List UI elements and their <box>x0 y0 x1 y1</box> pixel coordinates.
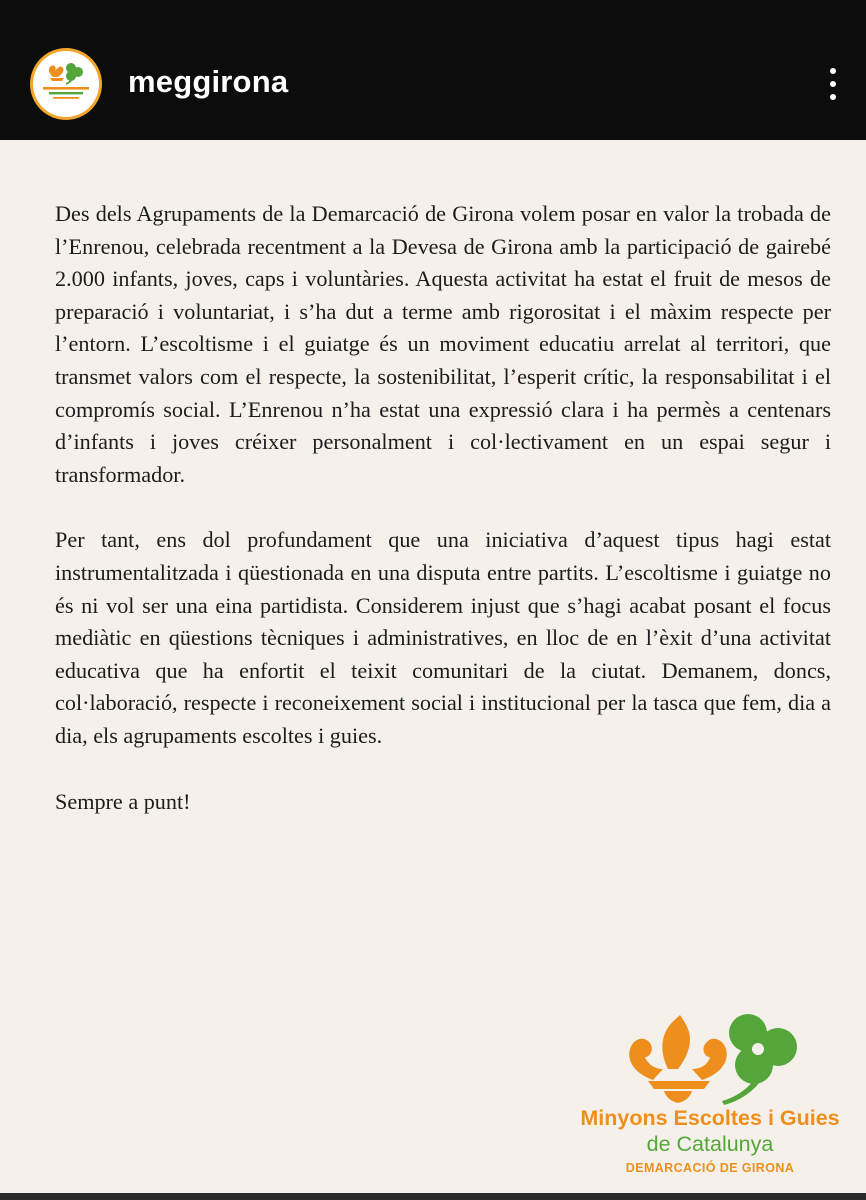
post-body <box>55 198 831 818</box>
organization-logo <box>560 1005 860 1185</box>
fleur-clover-emblem <box>618 1005 808 1105</box>
account-name[interactable]: meggirona <box>128 64 289 99</box>
logo-text-line-2: de Catalunya <box>646 1132 774 1156</box>
post-header <box>0 0 866 140</box>
logo-text-line-1: Minyons Escoltes i Guies <box>580 1106 840 1130</box>
logo-text-line-3: DEMARCACIÓ DE GIRONA <box>625 1161 795 1175</box>
more-vertical-icon[interactable] <box>818 62 848 106</box>
post-closing: Sempre a punt! <box>55 788 191 814</box>
post-paragraph-2: Per tant, ens dol profundament que una iniciativa d’aquest tipus hagi estat instrumentalitzada i qüestionada en una disputa entre partits. L’escoltisme i guiatge no és ni vol ser una eina partidista. Considerem injust que s’hagi acabat posant el focus mediàtic en qüestions tècniques i administratives, en lloc de en l’èxit d’una activitat educativa que ha enfortit el teixit comunitari de la ciutat. Demanem, doncs, col·laboració, respecte i reconeixement social i institucional per la tasca que fem, dia a dia, els agrupaments escoltes i guies. <box>55 527 831 748</box>
avatar-logo <box>33 51 99 117</box>
bottom-edge <box>0 1193 866 1200</box>
post-paragraph-1: Des dels Agrupaments de la Demarcació de Girona volem posar en valor la trobada de l’Enrenou, celebrada recentment a la Devesa de Girona amb la participació de gairebé 2.000 infants, joves, caps i voluntàries. Aquesta activitat ha estat el fruit de mesos de preparació i voluntariat, i s’ha dut a terme amb rigorositat i el màxim respecte per l’entorn. L’escoltisme i el guiatge és un moviment educatiu arrelat al territori, que transmet valors com el respecte, la sostenibilitat, l’esperit crític, la responsabilitat i el compromís social. L’Enrenou n’ha estat una expressió clara i ha permès a centenars d’infants i joves créixer personalment i col·lectivament en un espai segur i transformador. <box>55 201 831 487</box>
profile-avatar[interactable] <box>30 48 102 120</box>
